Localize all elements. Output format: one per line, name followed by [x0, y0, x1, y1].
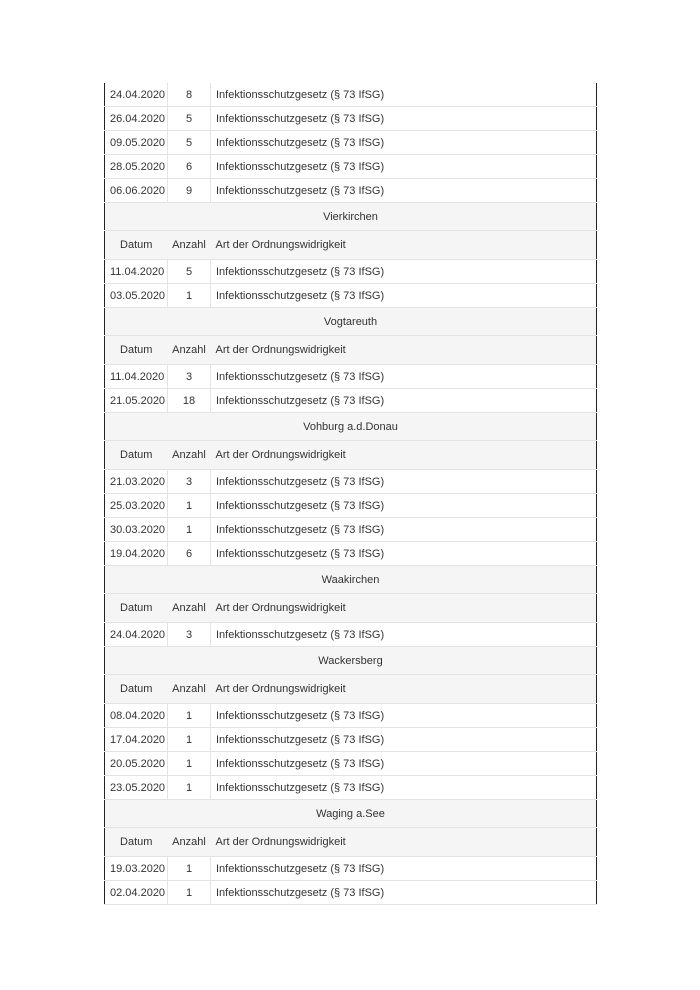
table-row — [105, 131, 597, 155]
cell-date: 19.04.2020 — [105, 542, 168, 566]
header-type: Art der Ordnungswidrigkeit — [211, 441, 597, 470]
section-title: Waakirchen — [105, 566, 597, 594]
table-row — [105, 155, 597, 179]
table-row — [105, 518, 597, 542]
cell-date: 11.04.2020 — [105, 260, 168, 284]
cell-type: Infektionsschutzgesetz (§ 73 IfSG) — [211, 389, 597, 413]
cell-type: Infektionsschutzgesetz (§ 73 IfSG) — [211, 131, 597, 155]
section-title: Wackersberg — [105, 647, 597, 675]
header-type: Art der Ordnungswidrigkeit — [211, 675, 597, 704]
cell-date: 21.03.2020 — [105, 470, 168, 494]
cell-count: 1 — [168, 284, 211, 308]
cell-count: 6 — [168, 542, 211, 566]
header-count: Anzahl — [168, 675, 211, 704]
cell-date: 02.04.2020 — [105, 881, 168, 905]
column-header-row — [105, 675, 597, 704]
table-row — [105, 881, 597, 905]
cell-count: 8 — [168, 83, 211, 107]
header-date: Datum — [105, 441, 168, 470]
table-body — [105, 83, 597, 905]
section-header — [105, 800, 597, 828]
section-header — [105, 203, 597, 231]
cell-date: 06.06.2020 — [105, 179, 168, 203]
table-row — [105, 857, 597, 881]
cell-type: Infektionsschutzgesetz (§ 73 IfSG) — [211, 518, 597, 542]
section-header — [105, 647, 597, 675]
cell-type: Infektionsschutzgesetz (§ 73 IfSG) — [211, 179, 597, 203]
table-row — [105, 542, 597, 566]
cell-type: Infektionsschutzgesetz (§ 73 IfSG) — [211, 494, 597, 518]
header-count: Anzahl — [168, 231, 211, 260]
header-count: Anzahl — [168, 441, 211, 470]
column-header-row — [105, 441, 597, 470]
column-header-row — [105, 594, 597, 623]
cell-type: Infektionsschutzgesetz (§ 73 IfSG) — [211, 728, 597, 752]
cell-date: 23.05.2020 — [105, 776, 168, 800]
section-header — [105, 413, 597, 441]
header-date: Datum — [105, 828, 168, 857]
cell-date: 20.05.2020 — [105, 752, 168, 776]
cell-date: 28.05.2020 — [105, 155, 168, 179]
cell-count: 1 — [168, 776, 211, 800]
violations-table — [104, 83, 597, 905]
cell-type: Infektionsschutzgesetz (§ 73 IfSG) — [211, 752, 597, 776]
table-row — [105, 623, 597, 647]
cell-count: 6 — [168, 155, 211, 179]
cell-date: 19.03.2020 — [105, 857, 168, 881]
table-row — [105, 365, 597, 389]
cell-count: 5 — [168, 131, 211, 155]
section-title: Vohburg a.d.Donau — [105, 413, 597, 441]
cell-count: 3 — [168, 623, 211, 647]
header-date: Datum — [105, 336, 168, 365]
cell-count: 1 — [168, 518, 211, 542]
cell-count: 1 — [168, 728, 211, 752]
cell-count: 1 — [168, 857, 211, 881]
header-type: Art der Ordnungswidrigkeit — [211, 336, 597, 365]
column-header-row — [105, 828, 597, 857]
cell-date: 08.04.2020 — [105, 704, 168, 728]
cell-type: Infektionsschutzgesetz (§ 73 IfSG) — [211, 704, 597, 728]
table-row — [105, 776, 597, 800]
cell-count: 1 — [168, 752, 211, 776]
cell-count: 5 — [168, 107, 211, 131]
table-row — [105, 470, 597, 494]
cell-count: 9 — [168, 179, 211, 203]
cell-type: Infektionsschutzgesetz (§ 73 IfSG) — [211, 107, 597, 131]
section-header — [105, 308, 597, 336]
header-type: Art der Ordnungswidrigkeit — [211, 828, 597, 857]
section-title: Waging a.See — [105, 800, 597, 828]
cell-type: Infektionsschutzgesetz (§ 73 IfSG) — [211, 284, 597, 308]
header-count: Anzahl — [168, 828, 211, 857]
cell-date: 11.04.2020 — [105, 365, 168, 389]
cell-type: Infektionsschutzgesetz (§ 73 IfSG) — [211, 857, 597, 881]
header-count: Anzahl — [168, 336, 211, 365]
cell-type: Infektionsschutzgesetz (§ 73 IfSG) — [211, 155, 597, 179]
cell-count: 1 — [168, 494, 211, 518]
cell-count: 1 — [168, 704, 211, 728]
cell-type: Infektionsschutzgesetz (§ 73 IfSG) — [211, 260, 597, 284]
cell-type: Infektionsschutzgesetz (§ 73 IfSG) — [211, 365, 597, 389]
section-title: Vogtareuth — [105, 308, 597, 336]
section-title: Vierkirchen — [105, 203, 597, 231]
table-row — [105, 107, 597, 131]
cell-type: Infektionsschutzgesetz (§ 73 IfSG) — [211, 542, 597, 566]
table-row — [105, 284, 597, 308]
table-row — [105, 704, 597, 728]
column-header-row — [105, 336, 597, 365]
cell-date: 17.04.2020 — [105, 728, 168, 752]
header-date: Datum — [105, 594, 168, 623]
cell-type: Infektionsschutzgesetz (§ 73 IfSG) — [211, 470, 597, 494]
cell-date: 09.05.2020 — [105, 131, 168, 155]
column-header-row — [105, 231, 597, 260]
header-type: Art der Ordnungswidrigkeit — [211, 231, 597, 260]
cell-count: 5 — [168, 260, 211, 284]
cell-count: 3 — [168, 470, 211, 494]
cell-count: 1 — [168, 881, 211, 905]
cell-date: 24.04.2020 — [105, 83, 168, 107]
table-row — [105, 389, 597, 413]
section-header — [105, 566, 597, 594]
header-type: Art der Ordnungswidrigkeit — [211, 594, 597, 623]
table-row — [105, 752, 597, 776]
cell-date: 30.03.2020 — [105, 518, 168, 542]
table-row — [105, 179, 597, 203]
cell-type: Infektionsschutzgesetz (§ 73 IfSG) — [211, 881, 597, 905]
cell-type: Infektionsschutzgesetz (§ 73 IfSG) — [211, 83, 597, 107]
cell-date: 25.03.2020 — [105, 494, 168, 518]
cell-date: 24.04.2020 — [105, 623, 168, 647]
cell-type: Infektionsschutzgesetz (§ 73 IfSG) — [211, 776, 597, 800]
header-date: Datum — [105, 675, 168, 704]
cell-count: 18 — [168, 389, 211, 413]
table-row — [105, 83, 597, 107]
cell-date: 03.05.2020 — [105, 284, 168, 308]
cell-date: 26.04.2020 — [105, 107, 168, 131]
cell-date: 21.05.2020 — [105, 389, 168, 413]
table-row — [105, 260, 597, 284]
cell-count: 3 — [168, 365, 211, 389]
table-row — [105, 494, 597, 518]
header-date: Datum — [105, 231, 168, 260]
cell-type: Infektionsschutzgesetz (§ 73 IfSG) — [211, 623, 597, 647]
table-row — [105, 728, 597, 752]
header-count: Anzahl — [168, 594, 211, 623]
